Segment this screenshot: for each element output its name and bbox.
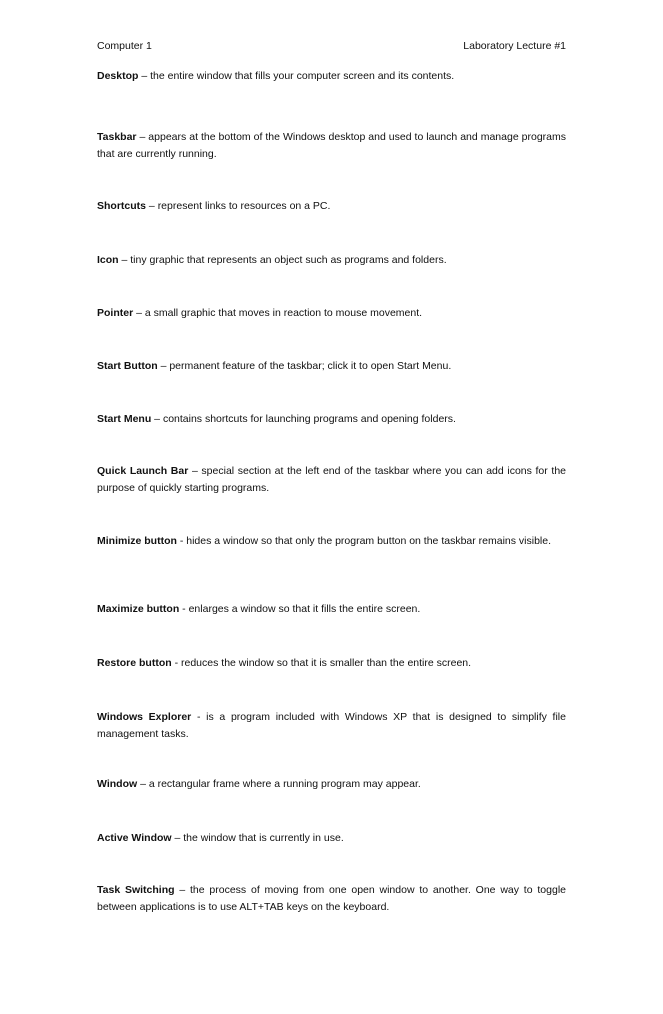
term-definition: – contains shortcuts for launching programs and opening folders. xyxy=(151,413,456,425)
term-label: Window xyxy=(97,778,138,790)
definition-taskbar xyxy=(97,129,566,163)
term-definition: – the entire window that fills your computer screen and its contents. xyxy=(138,70,455,82)
term-label: Desktop xyxy=(97,70,139,82)
term-definition: – the process of moving from one open window to another. One way to toggle between applications is to use ALT+TAB keys on the keyboard. xyxy=(97,884,566,913)
term-label: Active Window xyxy=(97,832,172,844)
term-definition: – permanent feature of the taskbar; click it to open Start Menu. xyxy=(157,360,452,372)
term-definition: – a rectangular frame where a running program may appear. xyxy=(137,778,421,790)
term-definition: - hides a window so that only the program button on the taskbar remains visible. xyxy=(176,535,552,547)
term-label: Shortcuts xyxy=(97,200,147,212)
term-definition: – appears at the bottom of the Windows desktop and used to launch and manage programs that are currently running. xyxy=(97,131,566,160)
definition-maximize-button xyxy=(97,601,566,618)
definition-task-switching xyxy=(97,882,566,916)
term-definition: - is a program included with Windows XP that is designed to simplify file management tasks. xyxy=(97,711,566,740)
term-label: Quick Launch Bar xyxy=(97,465,189,477)
term-label: Icon xyxy=(97,254,119,266)
term-definition: - reduces the window so that it is smaller than the entire screen. xyxy=(171,657,472,669)
term-definition: – a small graphic that moves in reaction to mouse movement. xyxy=(133,307,423,319)
page-header xyxy=(97,40,566,53)
definition-icon xyxy=(97,252,566,269)
definition-active-window xyxy=(97,830,566,847)
term-label: Start Button xyxy=(97,360,158,372)
definition-pointer xyxy=(97,305,566,322)
definition-quick-launch-bar xyxy=(97,463,566,497)
term-label: Minimize button xyxy=(97,535,177,547)
term-definition: – the window that is currently in use. xyxy=(171,832,344,844)
term-definition: – tiny graphic that represents an object such as programs and folders. xyxy=(118,254,447,266)
definition-minimize-button xyxy=(97,533,566,550)
definition-start-button xyxy=(97,358,566,375)
definition-window xyxy=(97,776,566,793)
term-definition: – represent links to resources on a PC. xyxy=(146,200,331,212)
term-label: Restore button xyxy=(97,657,172,669)
header-course: Computer 1 xyxy=(97,40,152,52)
header-lecture: Laboratory Lecture #1 xyxy=(463,40,566,52)
term-label: Task Switching xyxy=(97,884,175,896)
definition-desktop xyxy=(97,68,566,85)
term-label: Start Menu xyxy=(97,413,152,425)
term-label: Maximize button xyxy=(97,603,180,615)
definition-windows-explorer xyxy=(97,709,566,743)
term-definition: – special section at the left end of the taskbar where you can add icons for the purpose of quickly starting programs. xyxy=(97,465,567,494)
term-label: Taskbar xyxy=(97,131,137,143)
definition-restore-button xyxy=(97,655,566,672)
definition-start-menu xyxy=(97,411,566,428)
term-label: Windows Explorer xyxy=(97,711,192,723)
term-definition: - enlarges a window so that it fills the entire screen. xyxy=(179,603,421,615)
term-label: Pointer xyxy=(97,307,134,319)
definition-shortcuts xyxy=(97,198,566,215)
